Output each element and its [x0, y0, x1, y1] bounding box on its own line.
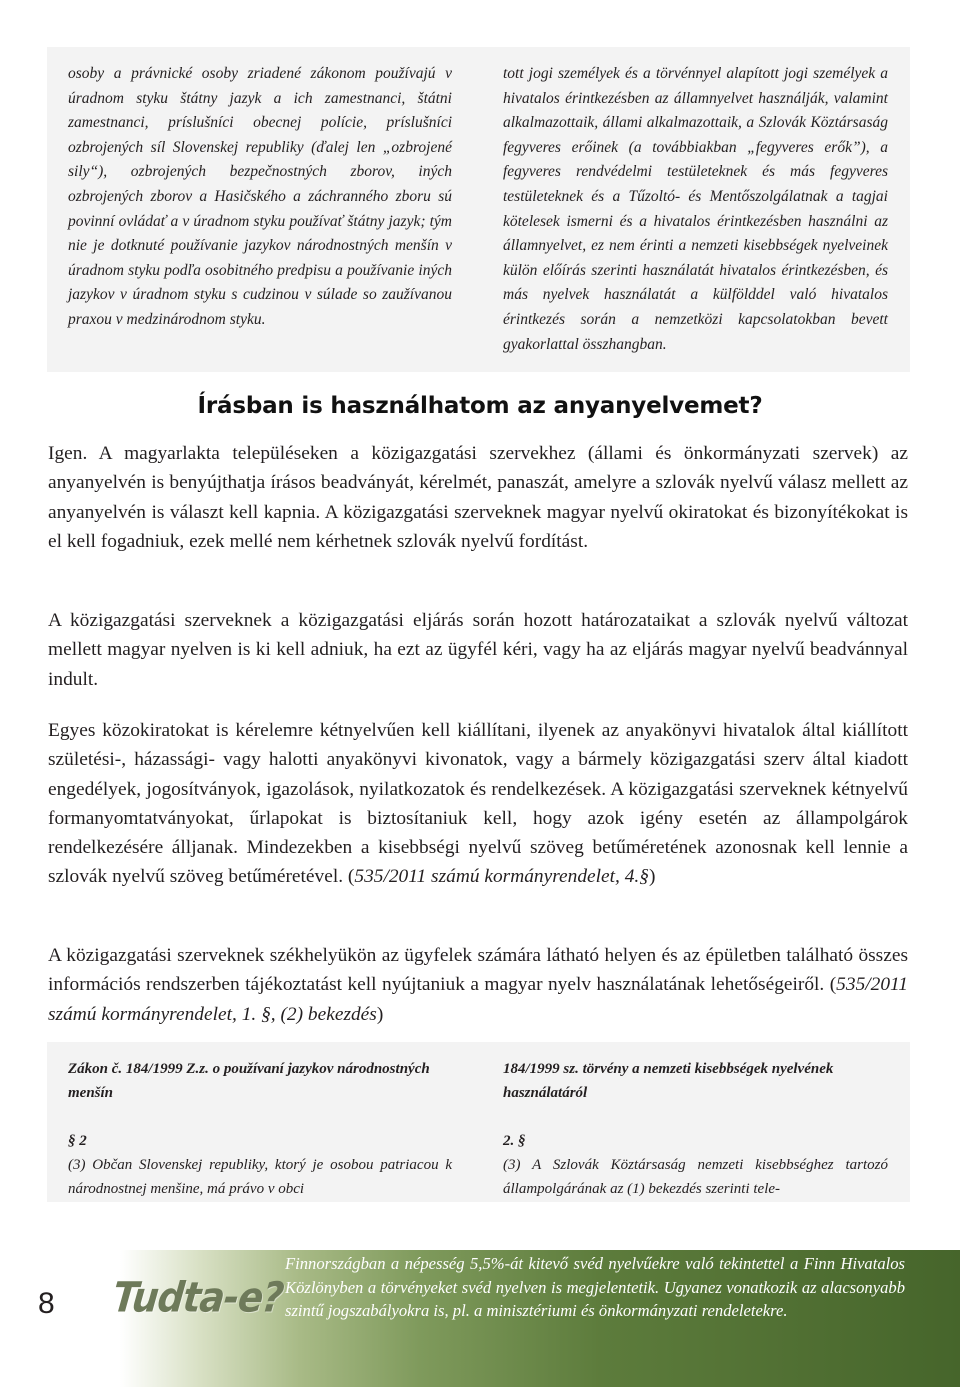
hungarian-law-title: 184/1999 sz. törvény a nemzeti kisebbségek nyelvének használatáról	[503, 1061, 834, 1101]
slovak-column-text: osoby a právnické osoby zriadené zákonom používajú v úradnom styku štátny jazyk a ich zamestnanci, štátni zamestnanci, príslušníci obecnej polície, príslušníci ozbrojených síl Slovenskej republiky (ďalej len „ozbrojené sily“), ozbrojených bezpečnostných zborov, iných ozbrojených zborov a Hasičského a záchranného zboru sú povinní ovládať a v úradnom styku používať štátny jazyk; tým nie je dotknuté používanie jazykov národnostných menšín v úradnom styku podľa osobitného predpisu a používanie iných jazykov v úradnom styku s cudzinou v súlade so zaužívanou praxou v medzinárodnom styku.	[68, 65, 452, 328]
paragraph-4-text: A közigazgatási szerveknek székhelyükön az ügyfelek számára látható helyen és az épületben található összes információs rendszerben tájékoztatást kell nyújtaniuk a magyar nyelv használatának lehetőségeiről. (	[48, 945, 908, 996]
slovak-law-body: (3) Občan Slovenskej republiky, ktorý je osobou patriacou k národnostnej menšine, má právo v obci	[68, 1157, 452, 1197]
paragraph-3-close: )	[648, 866, 656, 888]
slovak-law-excerpt	[68, 1057, 452, 1201]
paragraph-2: A közigazgatási szerveknek a közigazgatási eljárás során hozott határozataikat a szlovák nyelvű változat mellett magyar nyelven is ki kell adniuk, ha ezt az ügyfél kéri, vagy ha az eljárás magyar nyelvű beadvánnyal indult.	[48, 610, 908, 690]
paragraph-3-text: Egyes közokiratokat is kérelemre kétnyelvűen kell kiállítani, ilyenek az anyakönyvi hivatalok által kiállított születési-, házassági- vagy halotti anyakönyvi kivonatok, vagy a bármely közigazgatási szerv által kiadott engedélyek, jogosítványok, igazolások, nyilatkozatok és rendelkezések. A közigazgatási szerveknek kétnyelvű formanyomtatványokat, űrlapokat is biztosítaniuk kell, hogy azok igény esetén az állampolgárok rendelkezésére álljanak. Mindezekben a kisebbségi nyelvű szöveg betűméretének azonosnak kell lennie a szlovák nyelvű szöveg betűméretével. (	[48, 720, 908, 888]
did-you-know-text: Finnországban a népesség 5,5%-át kitevő svéd nyelvűekre való tekintettel a Finn Hivatalos Közlönyben a törvényeket svéd nyelven is megjelentetik. Ugyanez vonatkozik az alacsonyabb szintű jogszabályokra is, pl. a minisztériumi és önkormányzati rendeletekre.	[285, 1254, 905, 1321]
paragraph-3	[48, 716, 908, 892]
page-number: 8	[38, 1287, 55, 1320]
hungarian-law-excerpt	[503, 1057, 888, 1201]
slovak-law-section: § 2	[68, 1133, 87, 1149]
paragraph-4	[48, 941, 908, 1029]
hungarian-law-body: (3) A Szlovák Köztársaság nemzeti kisebbséghez tartozó állampolgárának az (1) bekezdés szerinti tele-	[503, 1157, 888, 1197]
hungarian-law-section: 2. §	[503, 1133, 526, 1149]
paragraph-3-citation: 535/2011 számú kormányrendelet, 4.§	[354, 866, 649, 888]
paragraph-4-close: )	[376, 1003, 384, 1025]
paragraph-1: Igen. A magyarlakta településeken a közigazgatási szervekhez (állami és önkormányzati szervek) az anyanyelvén is benyújthatja írásos beadványát, kérelmét, panaszát, amelyre a szlovák nyelvű válasz mellett az anyanyelvén is választ kell kapnia. A közigazgatási szerveknek magyar nyelvű okiratokat és bizonyítékokat is el kell fogadniuk, ezek mellé nem kérhetnek szlovák nyelvű fordítást.	[48, 443, 908, 552]
paragraph-4-citation: 535/2011 számú kormányrendelet, 1. §, (2) bekezdés	[48, 974, 908, 1025]
did-you-know-label: Tudta-e?	[110, 1273, 286, 1322]
section-heading: Írásban is használhatom az anyanyelvemet?	[197, 393, 763, 419]
slovak-law-title: Zákon č. 184/1999 Z.z. o používaní jazykov národnostných menšín	[68, 1061, 430, 1101]
hungarian-column-text: tott jogi személyek és a törvénnyel alapított jogi személyek a hivatalos érintkezésben az államnyelvet használják, valamint alkalmazottaik, állami alkalmazottaik, a Szlovák Köztársaság fegyveres erőinek (a továbbiakban „fegyveres erők”), a fegyveres rendvédelmi testületeknek és más fegyveres testületeknek és a Tűzoltó- és Mentőszolgálatnak a tagjai kötelesek ismerni és a hivatalos érintkezésben használni az államnyelvet, ez nem érinti a nemzeti kisebbségek nyelveinek külön előírás szerinti használatát hivatalos érintkezésben, és más nyelvek használatát a külfölddel való hivatalos érintkezés során a nemzetközi kapcsolatokban bevett gyakorlattal összhangban.	[503, 65, 888, 353]
